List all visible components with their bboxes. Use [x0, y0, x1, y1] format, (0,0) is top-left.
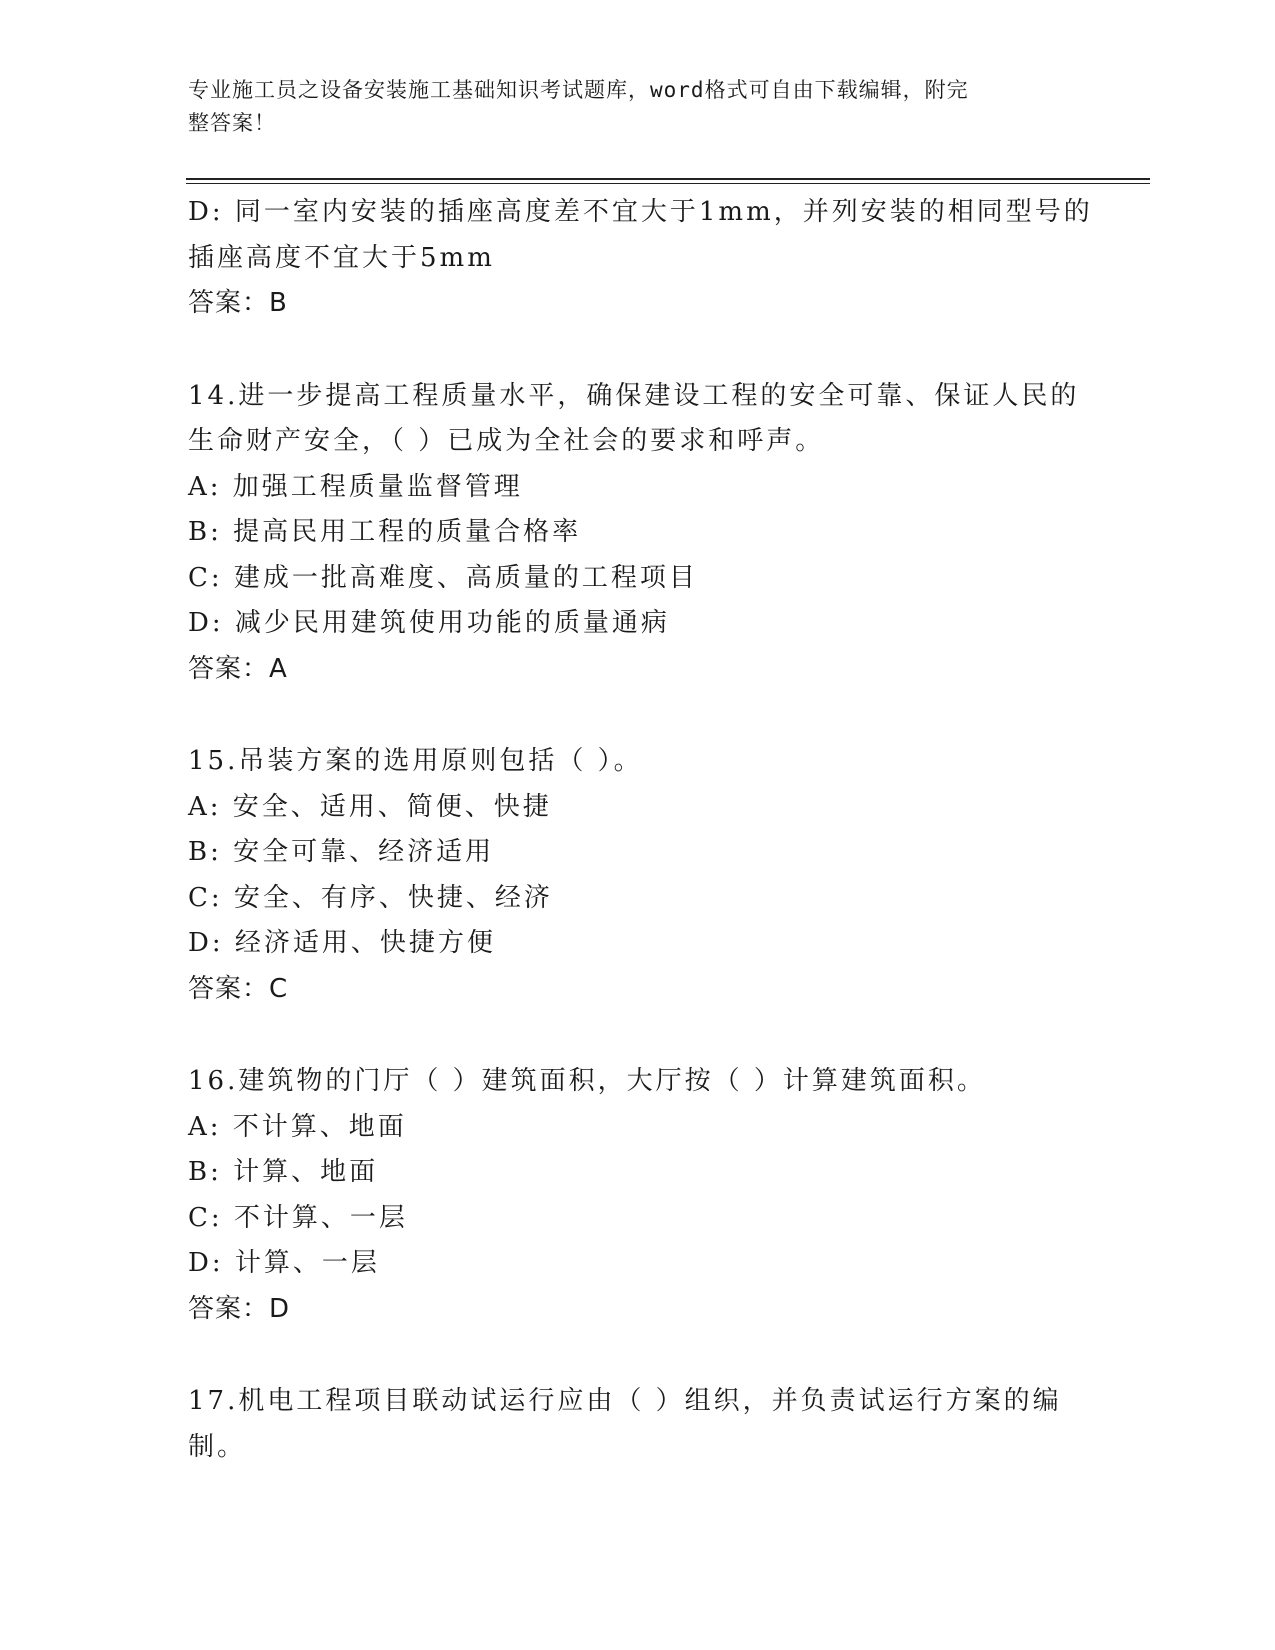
option-b: B: 计算、地面 — [188, 1157, 379, 1187]
question-17 — [188, 1379, 1088, 1470]
option-d-line-2: 插座高度不宜大于5mm — [188, 242, 495, 273]
question-16 — [188, 1059, 1088, 1332]
question-stem: 15.吊装方案的选用原则包括（ ）。 — [188, 746, 643, 776]
option-c: C: 不计算、一层 — [188, 1202, 408, 1233]
answer: 答案：A — [188, 653, 288, 684]
page-header — [188, 74, 1068, 140]
option-a: A: 加强工程质量监督管理 — [188, 471, 523, 502]
option-d: D: 经济适用、快捷方便 — [188, 928, 496, 958]
option-c: C: 建成一批高难度、高质量的工程项目 — [188, 562, 698, 593]
header-title-line-2: 整答案！ — [188, 111, 276, 135]
option-a: A: 安全、适用、简便、快捷 — [188, 791, 552, 822]
header-divider-thick — [186, 178, 1150, 180]
question-15 — [188, 739, 1088, 1012]
answer: 答案：D — [188, 1293, 291, 1324]
answer: 答案：B — [188, 288, 288, 318]
question-stem: 16.建筑物的门厅（ ）建筑面积，大厅按（ ）计算建筑面积。 — [188, 1066, 986, 1096]
header-divider-thin — [186, 183, 1150, 184]
option-d: D: 计算、一层 — [188, 1248, 380, 1278]
option-b: B: 安全可靠、经济适用 — [188, 837, 495, 867]
option-d-line-1: D: 同一室内安装的插座高度差不宜大于1mm，并列安装的相同型号的 — [188, 197, 1093, 227]
option-d: D: 减少民用建筑使用功能的质量通病 — [188, 608, 670, 638]
question-stem-line-1: 14.进一步提高工程质量水平，确保建设工程的安全可靠、保证人民的 — [188, 380, 1080, 411]
question-13 — [188, 190, 1093, 327]
option-c: C: 安全、有序、快捷、经济 — [188, 882, 553, 913]
header-title-line-1: 专业施工员之设备安装施工基础知识考试题库，word格式可自由下载编辑，附完 — [188, 78, 969, 102]
question-14 — [188, 374, 1088, 693]
option-b: B: 提高民用工程的质量合格率 — [188, 517, 582, 547]
question-stem-line-2: 生命财产安全，（ ）已成为全社会的要求和呼声。 — [188, 426, 825, 456]
question-stem-line-1: 17.机电工程项目联动试运行应由（ ）组织，并负责试运行方案的编 — [188, 1386, 1062, 1416]
option-a: A: 不计算、地面 — [188, 1111, 407, 1142]
question-stem-line-2: 制。 — [188, 1431, 247, 1462]
question-list — [188, 190, 1093, 1470]
answer: 答案：C — [188, 973, 289, 1004]
